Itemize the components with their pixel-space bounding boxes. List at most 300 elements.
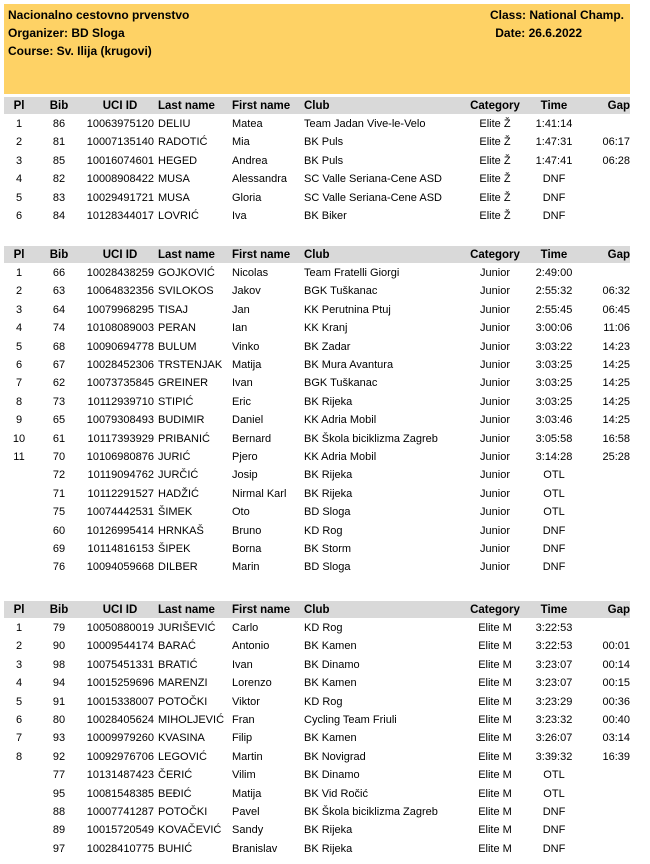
cell-category: Elite M bbox=[478, 658, 512, 671]
cell-club: KD Rog bbox=[304, 524, 343, 537]
table-row bbox=[4, 133, 630, 151]
table-row bbox=[4, 374, 630, 392]
cell-category: Junior bbox=[480, 322, 510, 335]
cell-time: DNF bbox=[542, 842, 566, 855]
cell-time: DNF bbox=[542, 806, 566, 818]
cell-time: 3:05:58 bbox=[535, 432, 573, 445]
cell-time: 2:49:00 bbox=[535, 267, 573, 279]
cell-category: Elite Ž bbox=[479, 118, 511, 130]
organizer-label: Organizer: BD Sloga bbox=[8, 26, 125, 40]
cell-category: Elite Ž bbox=[479, 154, 511, 167]
cell-club: BK Kamen bbox=[304, 677, 357, 690]
column-header-last-name: Last name bbox=[158, 249, 215, 261]
cell-category: Junior bbox=[480, 267, 510, 279]
cell-time: 3:00:06 bbox=[535, 322, 573, 335]
cell-place: 4 bbox=[15, 173, 23, 186]
cell-bib: 79 bbox=[52, 622, 66, 634]
cell-gap: 00:01 bbox=[602, 640, 630, 653]
cell-bib: 98 bbox=[52, 658, 66, 671]
cell-first-name: Branislav bbox=[232, 842, 278, 855]
cell-club: Cycling Team Friuli bbox=[304, 714, 397, 726]
table-row bbox=[4, 503, 630, 521]
cell-category: Elite M bbox=[478, 769, 512, 782]
cell-club: SC Valle Seriana-Cene ASD bbox=[304, 191, 442, 204]
cell-place: 5 bbox=[15, 191, 23, 204]
cell-bib: 94 bbox=[52, 677, 66, 690]
cell-uci-id: 10015720549 bbox=[86, 824, 154, 837]
cell-club: BK Vid Ročić bbox=[304, 787, 368, 800]
column-header-time: Time bbox=[540, 604, 568, 616]
table-row bbox=[4, 803, 630, 821]
table-row bbox=[4, 430, 630, 448]
cell-club: BGK Tuškanac bbox=[304, 285, 378, 298]
cell-category: Junior bbox=[480, 395, 510, 408]
cell-bib: 76 bbox=[52, 561, 66, 574]
column-header-club: Club bbox=[304, 604, 330, 616]
cell-last-name: RADOTIĆ bbox=[158, 136, 208, 149]
cell-category: Junior bbox=[480, 487, 510, 500]
cell-time: 3:23:07 bbox=[535, 658, 573, 671]
cell-last-name: ŠIPEK bbox=[158, 543, 191, 555]
cell-category: Elite M bbox=[478, 750, 512, 763]
cell-category: Elite M bbox=[478, 732, 512, 745]
cell-place: 8 bbox=[15, 750, 23, 763]
table-row bbox=[4, 282, 630, 300]
cell-uci-id: 10112939710 bbox=[87, 395, 154, 408]
cell-bib: 91 bbox=[52, 695, 66, 708]
table-row bbox=[4, 189, 630, 207]
table-row bbox=[4, 711, 630, 729]
cell-club: BK Rijeka bbox=[304, 395, 353, 408]
cell-gap: 06:28 bbox=[602, 154, 630, 167]
table-row bbox=[4, 319, 630, 337]
date-label: Date: 26.6.2022 bbox=[495, 26, 582, 40]
cell-last-name: LEGOVIĆ bbox=[158, 750, 207, 763]
cell-first-name: Borna bbox=[232, 543, 262, 555]
cell-time: 3:23:29 bbox=[535, 695, 573, 708]
column-header-category: Category bbox=[470, 100, 520, 112]
cell-club: BK Puls bbox=[304, 136, 344, 149]
cell-first-name: Filip bbox=[232, 732, 253, 745]
cell-gap: 16:39 bbox=[602, 750, 630, 763]
table-header bbox=[4, 246, 630, 263]
column-header-uci-id: UCI ID bbox=[102, 604, 138, 616]
cell-place: 2 bbox=[15, 640, 23, 653]
cell-club: BK Rijeka bbox=[304, 824, 353, 837]
column-header-club: Club bbox=[304, 249, 330, 261]
table-row bbox=[4, 152, 630, 170]
cell-last-name: MARENZI bbox=[158, 677, 208, 690]
cell-first-name: Viktor bbox=[232, 695, 260, 708]
cell-uci-id: 10016074601 bbox=[86, 154, 154, 167]
cell-time: 3:26:07 bbox=[535, 732, 573, 745]
cell-last-name: KVASINA bbox=[158, 732, 205, 745]
cell-bib: 88 bbox=[52, 806, 66, 818]
cell-first-name: Ivan bbox=[232, 377, 253, 390]
cell-bib: 65 bbox=[52, 414, 66, 427]
cell-bib: 61 bbox=[52, 432, 66, 445]
cell-bib: 89 bbox=[52, 824, 66, 837]
cell-last-name: GOJKOVIĆ bbox=[158, 267, 215, 279]
cell-place: 3 bbox=[15, 303, 23, 316]
cell-club: BK Rijeka bbox=[304, 842, 353, 855]
column-header-first-name: First name bbox=[232, 604, 291, 616]
cell-time: OTL bbox=[543, 506, 565, 519]
cell-uci-id: 10015338007 bbox=[86, 695, 154, 708]
cell-bib: 66 bbox=[52, 267, 66, 279]
column-header-place: Pl bbox=[13, 604, 25, 616]
cell-category: Elite M bbox=[478, 806, 512, 818]
cell-last-name: SVILOKOS bbox=[158, 285, 214, 298]
cell-category: Junior bbox=[480, 340, 510, 353]
cell-uci-id: 10015259696 bbox=[86, 677, 154, 690]
cell-club: KD Rog bbox=[304, 695, 343, 708]
cell-last-name: TRSTENJAK bbox=[158, 359, 223, 371]
cell-place: 6 bbox=[15, 359, 23, 371]
cell-uci-id: 10073735845 bbox=[86, 377, 154, 390]
column-header-uci-id: UCI ID bbox=[102, 100, 138, 112]
cell-category: Junior bbox=[480, 543, 510, 555]
cell-club: BGK Tuškanac bbox=[304, 377, 378, 390]
cell-uci-id: 10074442531 bbox=[86, 506, 154, 519]
table-row bbox=[4, 656, 630, 674]
cell-time: DNF bbox=[542, 210, 566, 222]
column-header-first-name: First name bbox=[232, 100, 291, 112]
cell-category: Junior bbox=[480, 561, 510, 574]
table-row bbox=[4, 522, 630, 540]
cell-first-name: Carlo bbox=[232, 622, 259, 634]
cell-last-name: BUDIMIR bbox=[158, 414, 205, 427]
cell-uci-id: 10007135140 bbox=[86, 136, 154, 149]
cell-gap: 14:25 bbox=[602, 395, 630, 408]
cell-club: BD Sloga bbox=[304, 506, 351, 519]
cell-time: DNF bbox=[542, 173, 566, 186]
cell-time: OTL bbox=[543, 787, 565, 800]
cell-last-name: JURČIĆ bbox=[158, 469, 199, 482]
cell-time: 1:41:14 bbox=[535, 118, 573, 130]
cell-time: 3:03:46 bbox=[535, 414, 573, 427]
cell-uci-id: 10094059668 bbox=[86, 561, 154, 574]
cell-last-name: HRNKAŠ bbox=[158, 524, 204, 537]
cell-first-name: Marin bbox=[232, 561, 260, 574]
cell-first-name: Alessandra bbox=[232, 173, 288, 186]
cell-gap: 16:58 bbox=[602, 432, 630, 445]
table-row bbox=[4, 540, 630, 558]
cell-uci-id: 10126995414 bbox=[86, 524, 154, 537]
cell-time: 3:03:25 bbox=[535, 377, 573, 390]
cell-first-name: Lorenzo bbox=[232, 677, 272, 690]
cell-last-name: DILBER bbox=[158, 561, 198, 574]
column-header-last-name: Last name bbox=[158, 604, 215, 616]
cell-uci-id: 10090694778 bbox=[86, 340, 154, 353]
cell-time: OTL bbox=[543, 469, 565, 482]
cell-first-name: Jan bbox=[232, 303, 250, 316]
cell-uci-id: 10079308493 bbox=[86, 414, 154, 427]
cell-bib: 60 bbox=[52, 524, 66, 537]
cell-last-name: HADŽIĆ bbox=[158, 487, 199, 500]
cell-last-name: POTOČKI bbox=[158, 695, 208, 708]
cell-uci-id: 10112291527 bbox=[87, 487, 154, 500]
cell-uci-id: 10009979260 bbox=[86, 732, 154, 745]
cell-club: BK Kamen bbox=[304, 640, 357, 653]
cell-club: BK Novigrad bbox=[304, 750, 366, 763]
cell-last-name: STIPIĆ bbox=[158, 395, 194, 408]
cell-uci-id: 10114816153 bbox=[87, 543, 154, 555]
cell-last-name: BRATIĆ bbox=[158, 658, 198, 671]
cell-time: DNF bbox=[542, 824, 566, 837]
cell-place: 11 bbox=[13, 451, 25, 463]
cell-time: OTL bbox=[543, 487, 565, 500]
cell-category: Junior bbox=[480, 377, 510, 390]
cell-place: 3 bbox=[15, 154, 23, 167]
cell-first-name: Bruno bbox=[232, 524, 262, 537]
cell-category: Junior bbox=[480, 432, 510, 445]
cell-club: BK Škola biciklizma Zagreb bbox=[304, 806, 438, 818]
cell-bib: 70 bbox=[52, 451, 66, 463]
cell-uci-id: 10079968295 bbox=[86, 303, 154, 316]
cell-first-name: Gloria bbox=[232, 191, 262, 204]
cell-last-name: GREINER bbox=[158, 377, 209, 390]
cell-first-name: Martin bbox=[232, 750, 263, 763]
cell-time: 2:55:45 bbox=[535, 303, 573, 316]
cell-category: Elite M bbox=[478, 714, 512, 726]
cell-place: 5 bbox=[15, 340, 23, 353]
cell-uci-id: 10008908422 bbox=[86, 173, 154, 186]
cell-uci-id: 10028410775 bbox=[86, 842, 154, 855]
cell-bib: 64 bbox=[52, 303, 66, 316]
cell-place: 2 bbox=[15, 285, 23, 298]
table-row bbox=[4, 840, 630, 858]
cell-club: BK Dinamo bbox=[304, 658, 360, 671]
table-row bbox=[4, 485, 630, 503]
cell-first-name: Pavel bbox=[232, 806, 260, 818]
cell-place: 5 bbox=[15, 695, 23, 708]
column-header-gap: Gap bbox=[607, 100, 630, 112]
cell-uci-id: 10092976706 bbox=[86, 750, 154, 763]
cell-club: KK Perutnina Ptuj bbox=[304, 303, 391, 316]
cell-first-name: Mia bbox=[232, 136, 250, 149]
cell-place: 8 bbox=[15, 395, 23, 408]
cell-gap: 14:25 bbox=[602, 377, 630, 390]
cell-bib: 62 bbox=[52, 377, 66, 390]
cell-first-name: Nirmal Karl bbox=[232, 487, 287, 500]
column-header-bib: Bib bbox=[49, 249, 69, 261]
cell-bib: 93 bbox=[52, 732, 66, 745]
cell-bib: 85 bbox=[52, 154, 66, 167]
course-label: Course: Sv. Ilija (krugovi) bbox=[8, 44, 152, 58]
table-row bbox=[4, 170, 630, 188]
cell-first-name: Matea bbox=[232, 118, 263, 130]
cell-place: 4 bbox=[15, 322, 23, 335]
table-row bbox=[4, 356, 630, 374]
cell-place: 1 bbox=[15, 622, 23, 634]
cell-bib: 69 bbox=[52, 543, 66, 555]
table-row bbox=[4, 338, 630, 356]
cell-category: Elite M bbox=[478, 677, 512, 690]
cell-category: Elite M bbox=[478, 842, 512, 855]
cell-last-name: LOVRIĆ bbox=[158, 210, 199, 222]
cell-club: KK Adria Mobil bbox=[304, 451, 377, 463]
cell-uci-id: 10029491721 bbox=[86, 191, 154, 204]
cell-category: Elite Ž bbox=[479, 191, 511, 204]
cell-gap: 14:25 bbox=[602, 414, 630, 427]
cell-gap: 14:23 bbox=[602, 340, 630, 353]
cell-uci-id: 10081548385 bbox=[86, 787, 154, 800]
cell-category: Elite Ž bbox=[479, 173, 511, 186]
cell-gap: 03:14 bbox=[602, 732, 630, 745]
table-header bbox=[4, 97, 630, 114]
cell-bib: 90 bbox=[52, 640, 66, 653]
cell-category: Elite M bbox=[478, 787, 512, 800]
column-header-time: Time bbox=[540, 249, 568, 261]
table-row bbox=[4, 637, 630, 655]
table-row bbox=[4, 729, 630, 747]
race-title: Nacionalno cestovno prvenstvo bbox=[8, 8, 190, 22]
table-row bbox=[4, 821, 630, 839]
cell-club: BK Mura Avantura bbox=[304, 359, 394, 371]
cell-last-name: DELIU bbox=[158, 118, 191, 130]
cell-uci-id: 10119094762 bbox=[87, 469, 154, 482]
cell-place: 3 bbox=[15, 658, 23, 671]
cell-last-name: BEĐIĆ bbox=[158, 787, 192, 800]
table-row bbox=[4, 748, 630, 766]
table-row bbox=[4, 207, 630, 225]
cell-uci-id: 10028405624 bbox=[86, 714, 154, 726]
cell-club: Team Jadan Vive-le-Velo bbox=[304, 118, 426, 130]
cell-time: OTL bbox=[543, 769, 565, 782]
cell-uci-id: 10050880019 bbox=[86, 622, 154, 634]
cell-place: 4 bbox=[15, 677, 23, 690]
table-row bbox=[4, 448, 630, 466]
table-row bbox=[4, 264, 630, 282]
cell-place: 1 bbox=[15, 118, 23, 130]
cell-time: 3:39:32 bbox=[535, 750, 573, 763]
column-header-place: Pl bbox=[13, 249, 25, 261]
cell-last-name: PRIBANIĆ bbox=[158, 432, 210, 445]
cell-uci-id: 10009544174 bbox=[86, 640, 154, 653]
cell-club: BK Škola biciklizma Zagreb bbox=[304, 432, 438, 445]
cell-first-name: Vilim bbox=[232, 769, 256, 782]
cell-first-name: Josip bbox=[232, 469, 258, 482]
cell-first-name: Pjero bbox=[232, 451, 258, 463]
cell-time: 2:55:32 bbox=[535, 285, 573, 298]
cell-first-name: Andrea bbox=[232, 154, 268, 167]
column-header-gap: Gap bbox=[607, 604, 630, 616]
cell-gap: 00:14 bbox=[602, 658, 630, 671]
table-row bbox=[4, 693, 630, 711]
column-header-bib: Bib bbox=[49, 604, 69, 616]
cell-category: Junior bbox=[480, 285, 510, 298]
column-header-category: Category bbox=[470, 604, 520, 616]
cell-first-name: Ian bbox=[232, 322, 248, 335]
cell-last-name: PERAN bbox=[158, 322, 196, 335]
cell-club: KD Rog bbox=[304, 622, 343, 634]
column-header-bib: Bib bbox=[49, 100, 69, 112]
cell-first-name: Nicolas bbox=[232, 267, 269, 279]
cell-category: Elite M bbox=[478, 695, 512, 708]
cell-gap: 00:15 bbox=[602, 677, 630, 690]
cell-category: Elite M bbox=[478, 824, 512, 837]
results-header-banner bbox=[4, 4, 630, 94]
cell-time: 3:22:53 bbox=[535, 640, 573, 653]
table-row bbox=[4, 766, 630, 784]
cell-bib: 75 bbox=[52, 506, 66, 519]
cell-bib: 67 bbox=[52, 359, 66, 371]
cell-uci-id: 10007741287 bbox=[86, 806, 154, 818]
cell-uci-id: 10063975120 bbox=[86, 118, 154, 130]
cell-first-name: Antonio bbox=[232, 640, 270, 653]
cell-bib: 74 bbox=[52, 322, 66, 335]
column-header-first-name: First name bbox=[232, 249, 291, 261]
cell-time: 3:14:28 bbox=[535, 451, 573, 463]
cell-category: Junior bbox=[480, 359, 510, 371]
cell-first-name: Oto bbox=[232, 506, 250, 519]
cell-uci-id: 10106980876 bbox=[86, 451, 154, 463]
cell-uci-id: 10131487423 bbox=[86, 769, 154, 782]
cell-category: Elite M bbox=[478, 622, 512, 634]
cell-bib: 81 bbox=[52, 136, 66, 149]
cell-first-name: Matija bbox=[232, 359, 262, 371]
cell-gap: 06:32 bbox=[602, 285, 630, 298]
cell-last-name: JURIĆ bbox=[158, 451, 191, 463]
cell-last-name: ŠIMEK bbox=[158, 506, 193, 519]
cell-club: BK Kamen bbox=[304, 732, 357, 745]
cell-gap: 25:28 bbox=[602, 451, 630, 463]
cell-club: BD Sloga bbox=[304, 561, 351, 574]
cell-time: 3:03:25 bbox=[535, 395, 573, 408]
table-row bbox=[4, 674, 630, 692]
table-row bbox=[4, 411, 630, 429]
column-header-place: Pl bbox=[13, 100, 25, 112]
cell-uci-id: 10028438259 bbox=[86, 267, 154, 279]
cell-first-name: Daniel bbox=[232, 414, 264, 427]
column-header-gap: Gap bbox=[607, 249, 630, 261]
cell-club: SC Valle Seriana-Cene ASD bbox=[304, 173, 442, 186]
cell-first-name: Sandy bbox=[232, 824, 264, 837]
cell-bib: 77 bbox=[52, 769, 66, 782]
cell-place: 2 bbox=[15, 136, 23, 149]
cell-time: 3:23:07 bbox=[535, 677, 573, 690]
cell-place: 7 bbox=[15, 377, 23, 390]
cell-time: DNF bbox=[542, 524, 566, 537]
class-label: Class: National Champ. bbox=[489, 8, 624, 22]
cell-category: Junior bbox=[480, 303, 510, 316]
cell-place: 6 bbox=[15, 210, 23, 222]
cell-bib: 68 bbox=[52, 340, 66, 353]
cell-bib: 71 bbox=[52, 487, 66, 500]
cell-category: Junior bbox=[480, 469, 510, 482]
column-header-category: Category bbox=[470, 249, 520, 261]
cell-bib: 95 bbox=[52, 787, 66, 800]
column-header-uci-id: UCI ID bbox=[102, 249, 138, 261]
cell-place: 10 bbox=[12, 432, 26, 445]
cell-bib: 83 bbox=[52, 191, 66, 204]
cell-category: Elite M bbox=[478, 640, 512, 653]
table-row bbox=[4, 393, 630, 411]
cell-gap: 11:06 bbox=[603, 322, 630, 335]
cell-first-name: Jakov bbox=[232, 285, 261, 298]
cell-gap: 00:36 bbox=[602, 695, 630, 708]
cell-bib: 84 bbox=[52, 210, 66, 222]
cell-club: BK Rijeka bbox=[304, 469, 353, 482]
cell-category: Junior bbox=[480, 414, 510, 427]
cell-place: 9 bbox=[15, 414, 23, 427]
cell-club: KK Kranj bbox=[304, 322, 348, 335]
cell-bib: 63 bbox=[52, 285, 66, 298]
cell-last-name: JURIŠEVIĆ bbox=[158, 622, 216, 634]
cell-last-name: MIHOLJEVIĆ bbox=[158, 714, 225, 726]
cell-last-name: BUHIĆ bbox=[158, 842, 193, 855]
